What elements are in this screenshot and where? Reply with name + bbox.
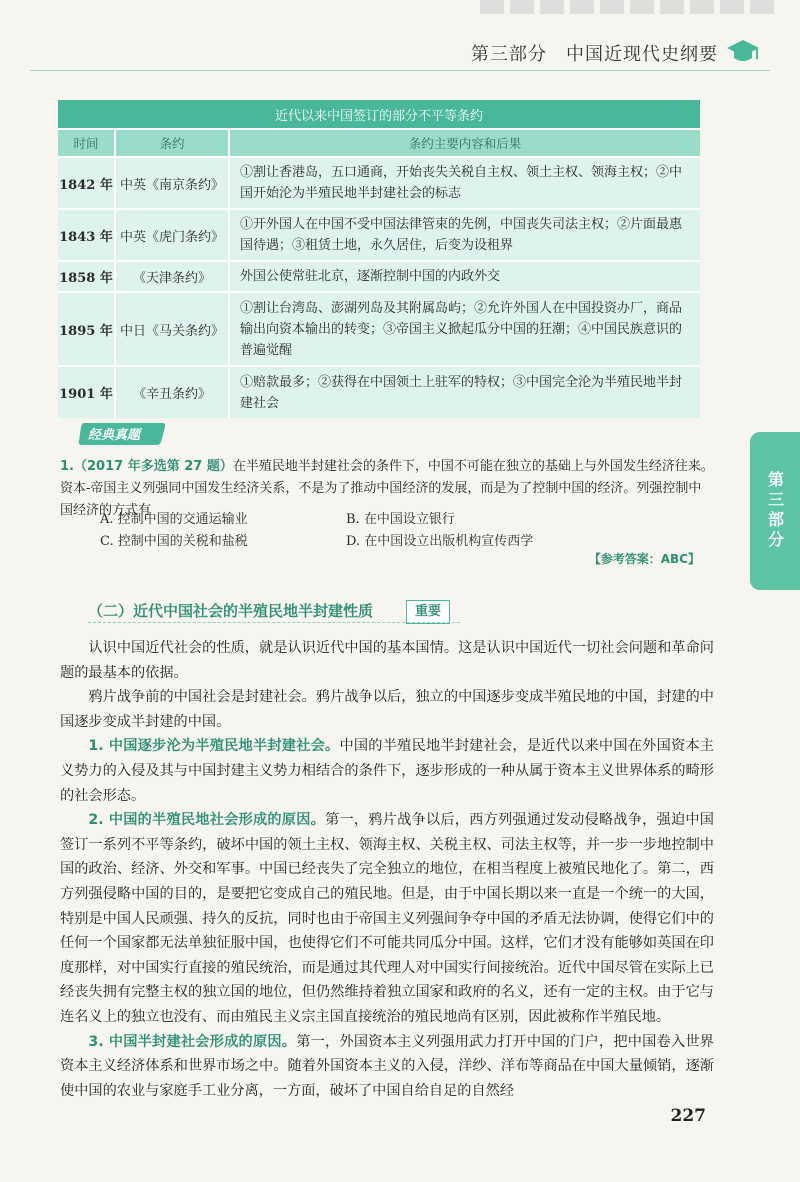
graduation-cap-icon [726,38,760,66]
table-caption: 近代以来中国签订的部分不平等条约 [58,100,700,129]
column-header-treaty: 条约 [115,129,229,157]
point-heading: 1. 中国逐步沦为半殖民地半封建社会。 [88,738,340,755]
option-b: B. 在中国设立银行 [346,512,455,527]
emphasis-text: 近代中国尽管在实际上已经丧失拥有完整主权的独立国的地位，但仍然维持着独立国家和政府的名义，还有一定的主权。由于它与连名义上的独立也没有、而由殖民主义宗主国直接统治的殖民地尚有区别，因此被称作半殖民地。 [60,959,714,1025]
point-text: 第一，外国资本主义列强用武力打开中国的门户，把中国卷入世界资本主义经济体系和世界市场之中。随着外国资本主义的入侵，洋纱、洋布等商品在中国大量倾销，逐渐使中国的农业与家庭手工业分离，一方面，破坏了中国自给自足的自然经 [60,1033,714,1099]
column-header-content: 条约主要内容和后果 [229,129,700,157]
table-row [58,157,700,209]
question-number: 1. [60,459,74,474]
option-a: A. 控制中国的交通运输业 [100,512,248,527]
treaty-description: ①赔款最多；②获得在中国领土上驻军的特权；③中国完全沦为半殖民地半封建社会 [229,366,700,418]
treaty-description: ①割让香港岛，五口通商，开始丧失关税自主权、领土主权、领海主权；②中国开始沦为半殖民地半封建社会的标志 [229,157,700,209]
top-edge-strip [480,0,780,14]
body-text [60,636,714,1103]
header-rule [30,70,770,71]
side-tab-label: 第三部分 [765,471,785,551]
emphasis-text: 中国已经丧失了完全独立的地位，在相当程度上被殖民地化了。 [259,861,658,878]
part-side-tab [750,432,800,590]
treaty-name: 《辛丑条约》 [115,366,229,418]
paragraph [60,734,714,808]
treaty-year: 1895 年 [58,292,115,366]
section-underline [88,622,460,623]
treaty-table [58,100,700,418]
reference-answer: 【参考答案：ABC】 [588,552,700,566]
treaty-name: 中英《虎门条约》 [115,209,229,261]
question-stem: 在半殖民地半封建社会的条件下，中国不可能在独立的基础上与外国发生经济往来。资本-帝国主义列强同中国发生经济关系，不是为了推动中国经济的发展，而是为了控制中国的经济。列强控制中国经济的方式有 [60,459,714,518]
option-c: C. 控制中国的关税和盐税 [100,534,248,549]
column-header-time: 时间 [58,129,115,157]
treaty-year: 1842 年 [58,157,115,209]
table-row [58,366,700,418]
table-row [58,261,700,292]
paragraph [60,1030,714,1104]
treaty-description: ①开外国人在中国不受中国法律管束的先例，中国丧失司法主权；②片面最惠国待遇；③租赁土地，永久居住，后变为设租界 [229,209,700,261]
point-heading: 2. 中国的半殖民地社会形成的原因。 [88,812,326,829]
point-text: 第二，西方列强侵略中国的目的，是要把它变成自己的殖民地。但是，由于中国长期以来一直是一个统一的大国，特别是中国人民顽强、持久的反抗，同时也由于帝国主义列强间争夺中国的矛盾无法协调，使得它们中的任何一个国家都无法单独征服中国，也使得它们不可能共同瓜分中国。这样，它们才没有能够如英国在印度那样，对中国实行直接的殖民统治，而是通过其代理人对中国实行间接统治。 [60,861,714,976]
page-header [0,30,800,70]
paragraph [60,808,714,1029]
table-row [58,292,700,366]
treaty-description: 外国公使常驻北京，逐渐控制中国的内政外交 [229,261,700,292]
importance-tag: 重要 [406,600,450,624]
treaty-year: 1901 年 [58,366,115,418]
treaty-name: 中日《马关条约》 [115,292,229,366]
treaty-name: 《天津条约》 [115,261,229,292]
point-heading: 3. 中国半封建社会形成的原因。 [88,1033,297,1050]
section-heading: （二）近代中国社会的半殖民地半封建性质 [88,602,374,620]
point-text: 中国的半殖民地半封建社会，是近代以来中国在外国资本主义势力的入侵及其与中国封建主义势力相结合的条件下，逐步形成的一种从属于资本主义世界体系的畸形的社会形态。 [60,738,714,804]
treaty-description: ①割让台湾岛、澎湖列岛及其附属岛屿；②允许外国人在中国投资办厂，商品输出向资本输出的转变；③帝国主义掀起瓜分中国的狂潮；④中国民族意识的普遍觉醒 [229,292,700,366]
part-title: 第三部分 中国近现代史纲要 [471,44,718,65]
treaty-name: 中英《南京条约》 [115,157,229,209]
treaty-year: 1843 年 [58,209,115,261]
paragraph: 认识中国近代社会的性质，就是认识近代中国的基本国情。这是认识中国近代一切社会问题和革命问题的最基本的依据。 [60,640,714,681]
option-d: D. 在中国设立出版机构宣传西学 [346,534,534,549]
paragraph: 鸦片战争前的中国社会是封建社会。鸦片战争以后，独立的中国逐步变成半殖民地的中国，封建的中国逐步变成半封建的中国。 [60,689,714,730]
page-number: 227 [670,1106,706,1126]
table-row [58,209,700,261]
exam-badge-label: 经典真题 [88,428,141,443]
point-text: 第一，鸦片战争以后，西方列强通过发动侵略战争，强迫中国签订一系列不平等条约，破坏中国的领土主权、领海主权、关税主权、司法主权等，并一步一步地控制中国的政治、经济、外交和军事。 [60,812,714,878]
treaty-year: 1858 年 [58,261,115,292]
question-source: （2017 年多选第 27 题） [73,459,233,474]
